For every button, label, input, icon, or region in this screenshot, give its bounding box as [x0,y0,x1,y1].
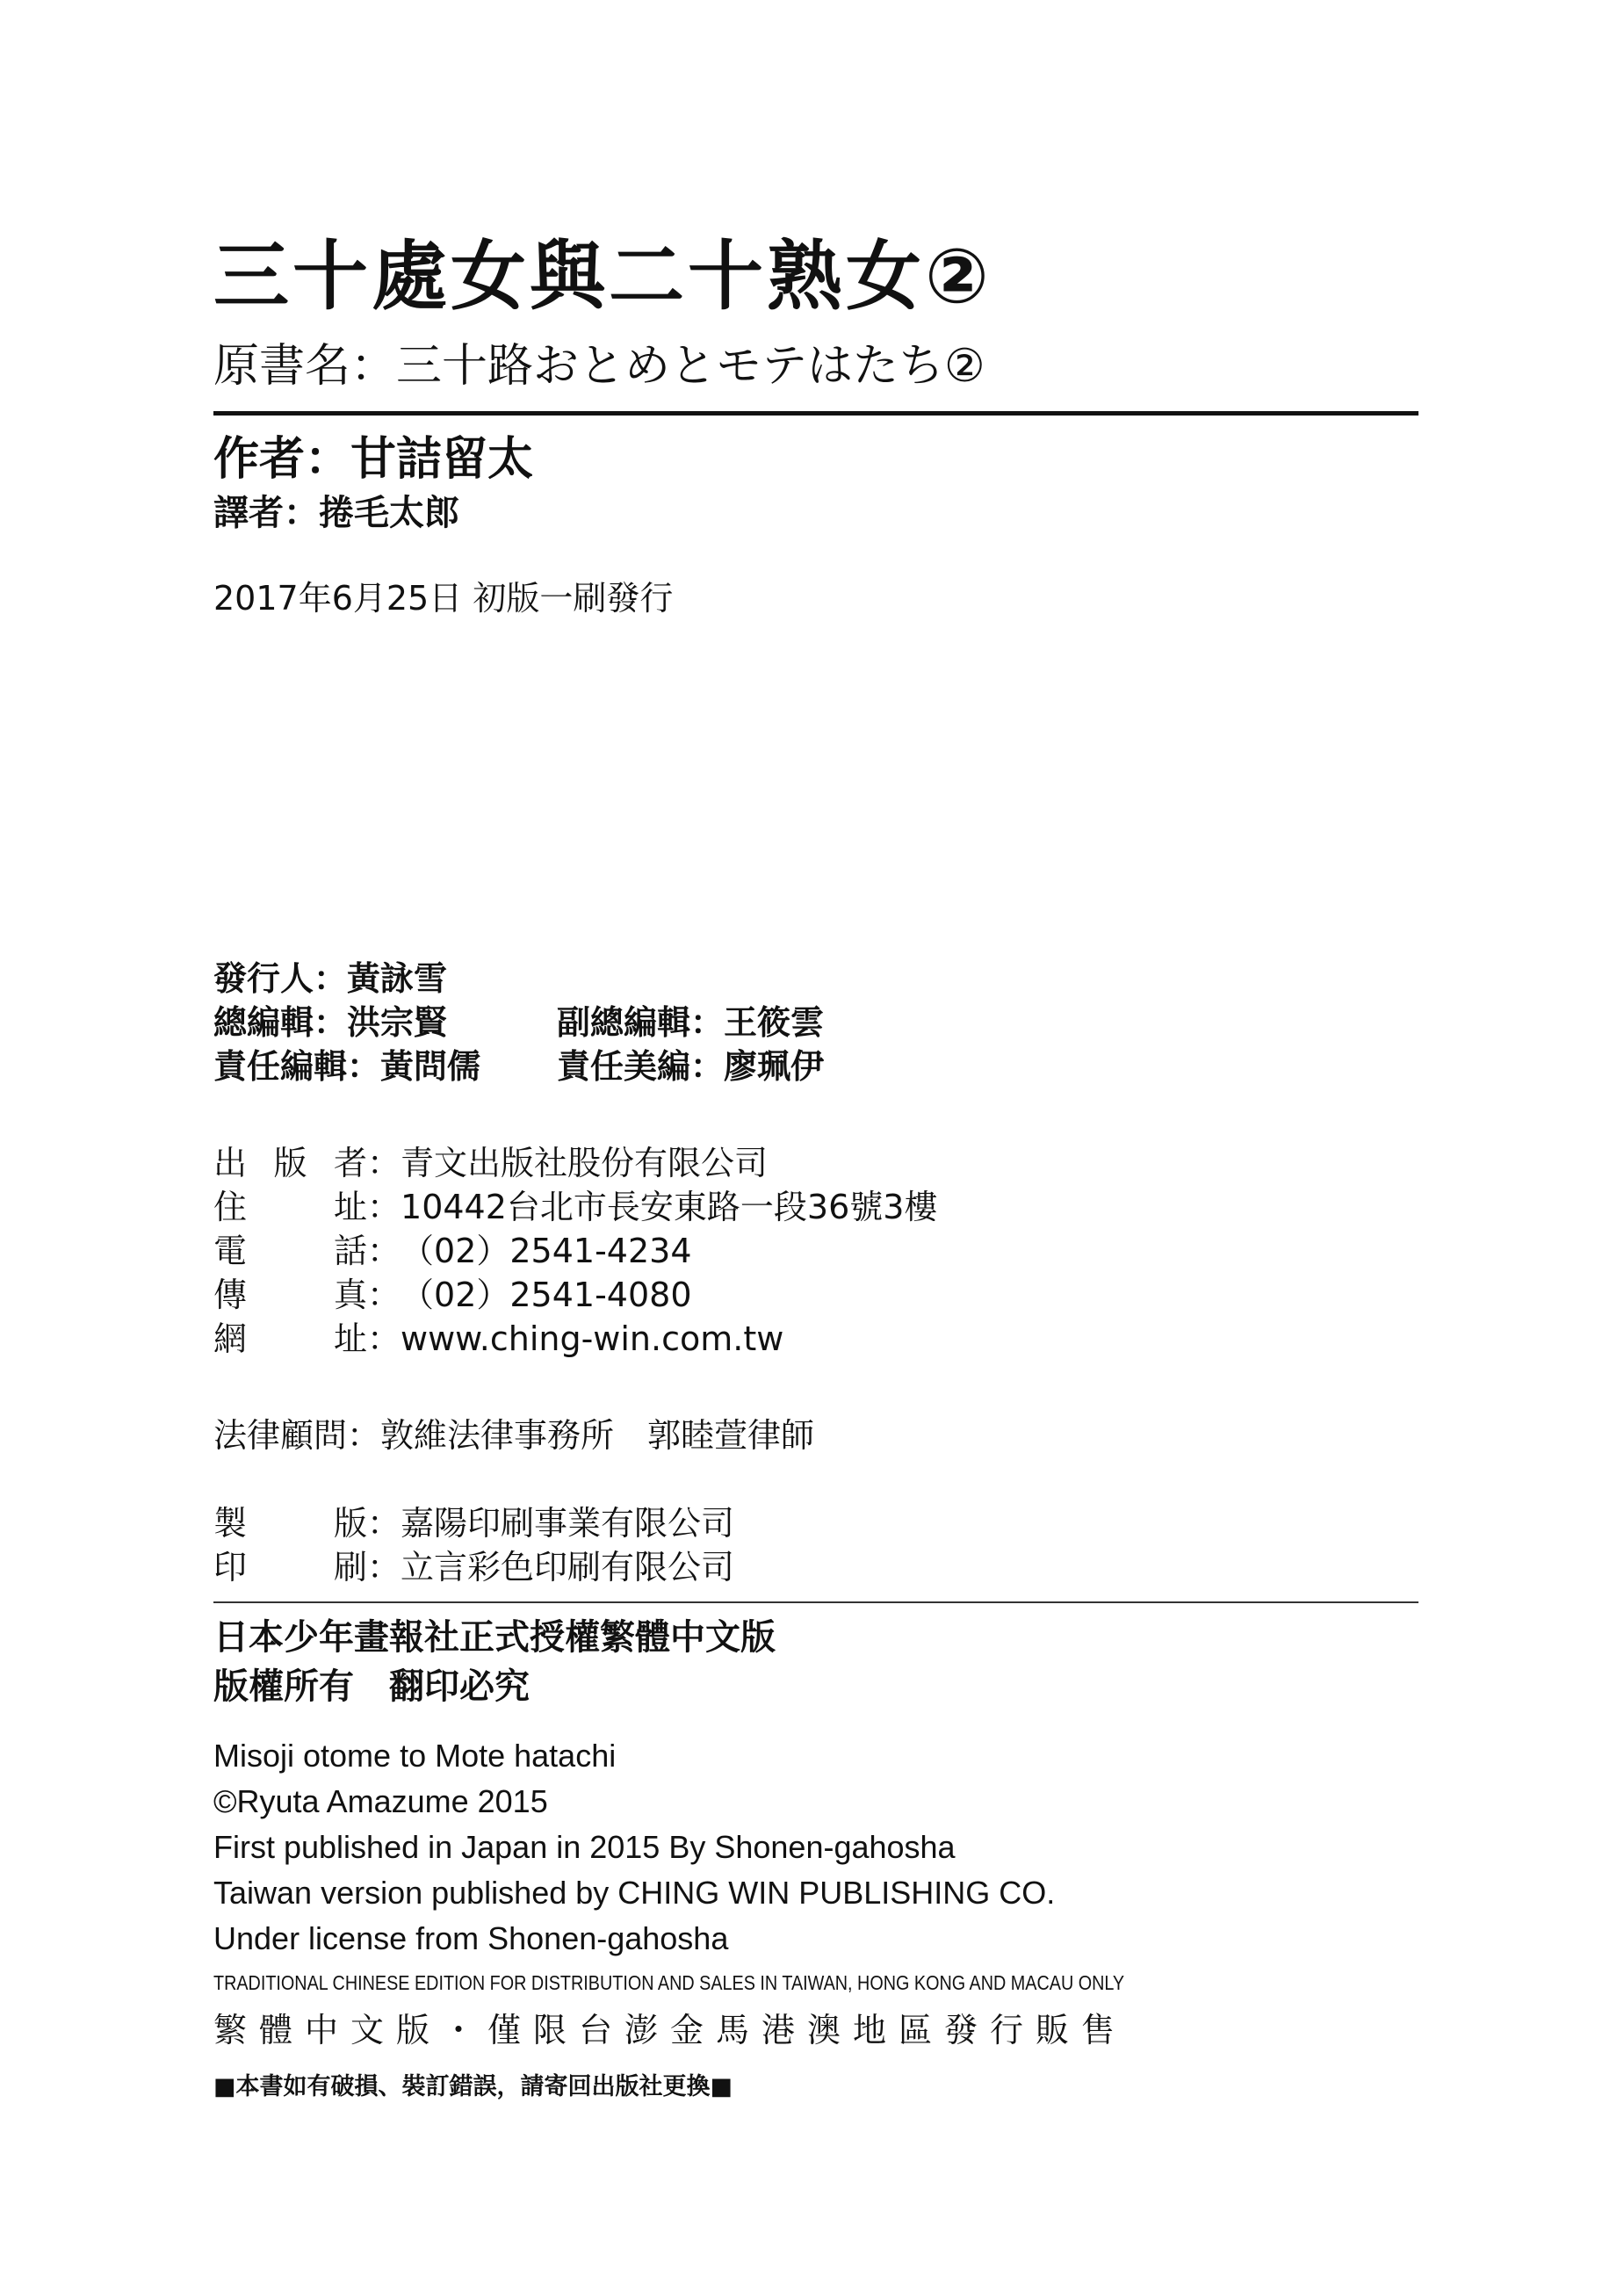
english-line: Taiwan version published by CHING WIN PUBLISHING CO. [213,1875,1056,1911]
company-website: 網址：www.ching-win.com.tw [213,1312,783,1360]
staff-name: 黃詠雪 [347,959,448,998]
book-title: 三十處女與二十熟女② [213,233,992,321]
info-label: 電話 [213,1232,367,1270]
staff-label: 總編輯： [213,1003,348,1042]
info-label: 住址 [213,1188,367,1226]
english-line: Under license from Shonen-gahosha [213,1920,729,1956]
company-publisher: 出版者：青文出版社股份有限公司 [213,1136,768,1184]
damage-notice: ■本書如有破損、裝訂錯誤，請寄回出版社更換■ [213,2073,733,2100]
english-line: ©Ryuta Amazume 2015 [213,1783,548,1819]
staff-art-editor [557,1039,824,1088]
license-line: 版權所有 翻印必究 [213,1666,530,1707]
english-line: First published in Japan in 2015 By Shonen-gahosha [213,1829,956,1865]
staff-label: 責任編輯： [213,1047,381,1086]
company-phone: 電話：（02）2541-4234 [213,1224,692,1272]
info-label: 印刷 [213,1548,367,1587]
author-name: 甘詰留太 [350,433,534,486]
staff-name: 洪宗賢 [347,1003,448,1042]
top-divider [213,411,1418,416]
staff-chief-editor [213,995,447,1044]
author-label: 作者： [213,433,351,486]
legal-advisor: 法律顧問：敦維法律事務所 郭睦萱律師 [213,1416,815,1455]
production-printing: 印刷：立言彩色印刷有限公司 [213,1540,734,1588]
info-value: 10442台北市長安東路一段36號3樓 [401,1188,938,1226]
distribution-english: TRADITIONAL CHINESE EDITION FOR DISTRIBUTION AND SALES IN TAIWAN, HONG KONG AND MACAU ONLY [213,1971,1125,1994]
bottom-divider [213,1601,1418,1603]
license-line: 日本少年畫報社正式授權繁體中文版 [213,1616,776,1658]
info-label: 出版者 [213,1144,367,1182]
info-value: 立言彩色印刷有限公司 [401,1548,735,1587]
info-value: （02）2541-4080 [401,1276,692,1314]
company-address: 住址：10442台北市長安東路一段36號3樓 [213,1180,937,1228]
distribution-chinese: 繁體中文版・僅限台澎金馬港澳地區發行販售 [213,2011,1128,2049]
translator-label: 譯者： [213,493,319,533]
staff-name: 黃問儒 [380,1047,481,1086]
staff-editor-in-charge [213,1039,480,1088]
translator-name: 捲毛太郎 [319,493,459,533]
company-fax: 傳真：（02）2541-4080 [213,1268,692,1316]
english-line: Misoji otome to Mote hatachi [213,1738,617,1774]
staff-name: 王筱雲 [724,1003,825,1042]
translator-line [213,485,459,535]
info-value: （02）2541-4234 [401,1232,692,1270]
info-value: www.ching-win.com.tw [401,1319,784,1358]
staff-deputy-chief-editor [557,995,824,1044]
info-value: 嘉陽印刷事業有限公司 [401,1504,735,1543]
staff-label: 責任美編： [557,1047,725,1086]
info-label: 傳真 [213,1276,367,1314]
edition-line: 2017年6月25日 初版一刷發行 [213,579,674,618]
original-title: 原書名：三十路おとめとモテはたち② [213,340,985,393]
staff-label: 發行人： [213,959,348,998]
staff-name: 廖珮伊 [724,1047,825,1086]
info-label: 製版 [213,1504,367,1543]
staff-publisher-person [213,951,447,1000]
info-label: 網址 [213,1319,367,1358]
author-line [213,422,533,488]
staff-label: 副總編輯： [557,1003,725,1042]
info-value: 青文出版社股份有限公司 [401,1144,769,1182]
production-plate: 製版：嘉陽印刷事業有限公司 [213,1496,734,1544]
